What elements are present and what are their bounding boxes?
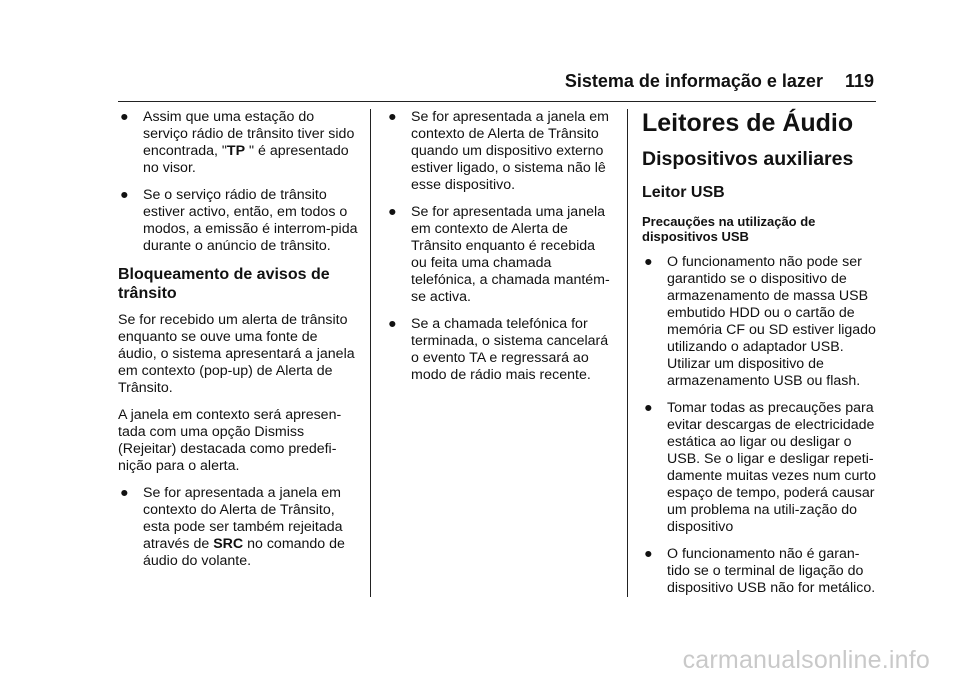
topic-heading: Precauções na utilização de dispositivos USB (642, 214, 816, 244)
list-item: ● Se a chamada telefónica for terminada, o sistema cancelará o evento TA e regressará ao modo de rádio mais recente. (388, 316, 609, 383)
list-item: ● Se for apresentada a janela em contexto do Alerta de Trânsito, esta pode ser também rejeitada através de SRC no comando de áudio do volante. (120, 485, 345, 569)
section-heading: Dispositivos auxiliares (642, 148, 854, 170)
list-item: ● Tomar todas as precauções para evitar descargas de electricidade estática ao ligar ou desligar o USB. Se o ligar e desligar repeti-damente muitas vezes num curto espaço de tempo, poderá causar um problema na utili-zação do dispositivo (644, 400, 876, 535)
bullet-icon: ● (388, 204, 397, 220)
section-title: Sistema de informação e lazer (564, 71, 823, 91)
list-item: ● Se o serviço rádio de trânsito estiver activo, então, em todos o modos, a emissão é interrom-pida durante o anúncio de trânsito. (120, 187, 358, 254)
column-divider-2 (627, 109, 628, 597)
src-label: SRC (213, 536, 244, 552)
list-item: ● O funcionamento não é garan-tido se o terminal de ligação do dispositivo USB não for metálico. (644, 546, 876, 596)
list-item: ● Se for apresentada a janela em contexto de Alerta de Trânsito quando um dispositivo externo estiver ligado, o sistema não lê esse dispositivo. (388, 109, 609, 193)
bullet-icon: ● (120, 187, 129, 203)
list-item: ● Se for apresentada uma janela em contexto de Alerta de Trânsito enquanto é recebida ou feita uma chamada telefónica, a chamada mantém-se activa. (388, 204, 610, 305)
column-1 (118, 109, 358, 580)
list-item: ● O funcionamento não pode ser garantido se o dispositivo de armazenamento de massa USB embutido HDD ou o cartão de memória CF ou SD estiver ligado utilizando o adaptador USB. Utilizar um dispositivo de armazenamento USB ou flash. (644, 254, 876, 389)
chapter-heading: Leitores de Áudio (642, 109, 854, 137)
subsection-heading: Leitor USB (642, 184, 725, 201)
bullet-icon: ● (388, 316, 397, 332)
bullet-icon: ● (644, 546, 653, 562)
section-heading: Bloqueamento de avisos de trânsito (118, 266, 330, 302)
paragraph: Se for recebido um alerta de trânsito enquanto se ouve uma fonte de áudio, o sistema apresentará a janela em contexto (pop-up) de Alerta de Trânsito. (118, 312, 355, 396)
paragraph: A janela em contexto será apresen-tada com uma opção Dismiss (Rejeitar) destacada como predefi-nição para o alerta. (118, 407, 342, 474)
column-3 (642, 109, 878, 607)
bullet-icon: ● (120, 109, 129, 125)
bullet-icon: ● (644, 400, 653, 416)
bullet-icon: ● (644, 254, 653, 270)
watermark: carmanualsonline.info (682, 646, 930, 674)
tp-label: TP (226, 143, 246, 159)
page-header (565, 71, 874, 92)
column-2 (386, 109, 614, 394)
list-item: ● Assim que uma estação do serviço rádio de trânsito tiver sido encontrada, "TP " é apresentado no visor. (120, 109, 355, 176)
column-divider-1 (370, 109, 371, 597)
page-number: 119 (844, 71, 874, 91)
bullet-icon: ● (120, 485, 129, 501)
header-divider (118, 101, 876, 102)
bullet-icon: ● (388, 109, 397, 125)
